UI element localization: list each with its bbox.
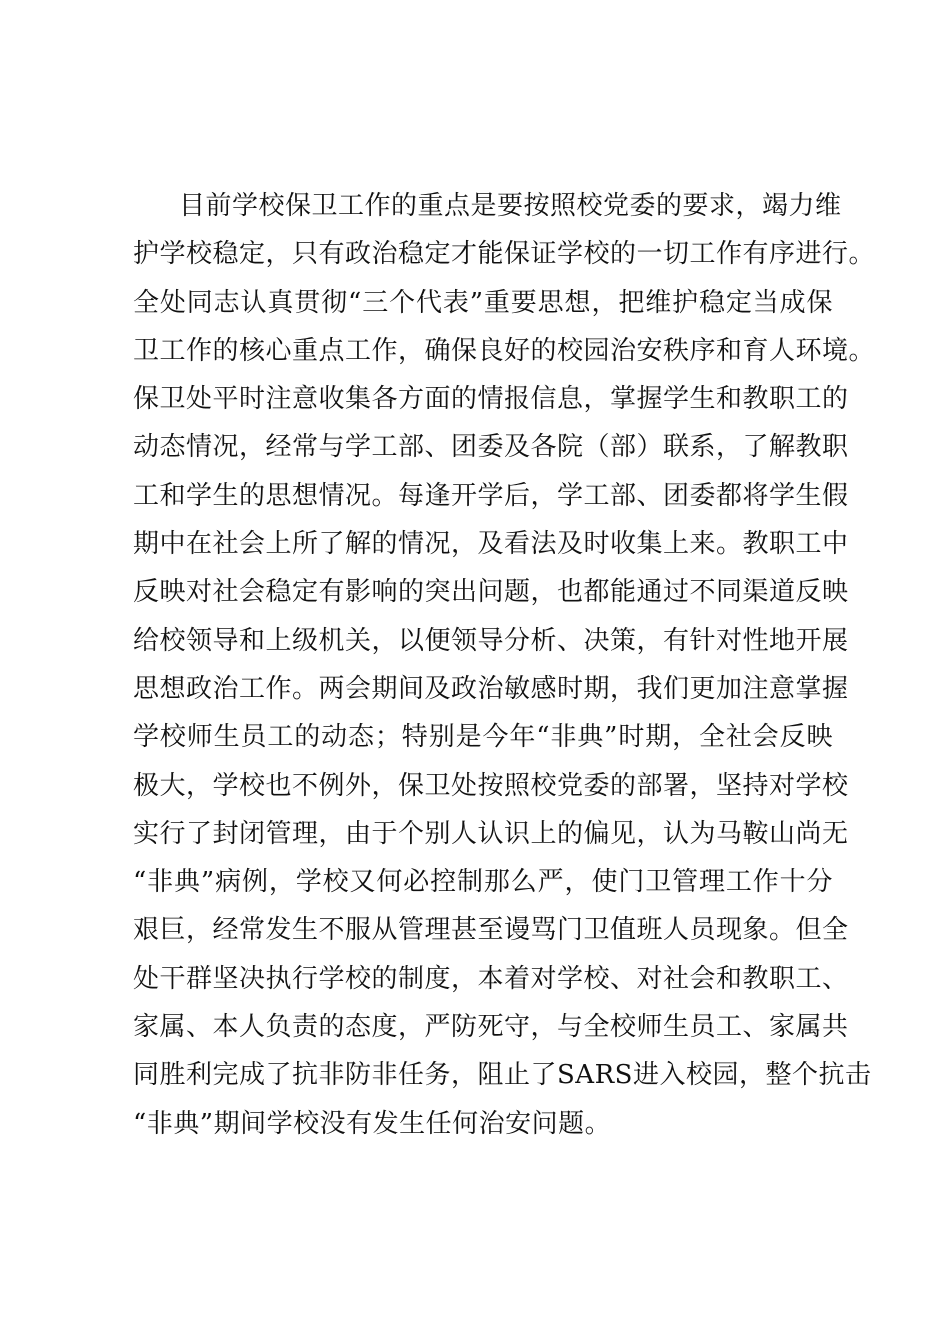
paragraph-line: 期中在社会上所了解的情况，及看法及时收集上来。教职工中 [133, 529, 849, 560]
paragraph-line: 动态情况，经常与学工部、团委及各院（部）联系，了解教职 [133, 432, 849, 463]
paragraph-line: 思想政治工作。两会期间及政治敏感时期，我们更加注意掌握 [133, 673, 849, 704]
paragraph-line: 卫工作的核心重点工作，确保良好的校园治安秩序和育人环境。 [133, 335, 876, 366]
paragraph-line: 给校领导和上级机关，以便领导分析、决策，有针对性地开展 [133, 625, 849, 656]
paragraph-line: 家属、本人负责的态度，严防死守，与全校师生员工、家属共 [133, 1012, 849, 1043]
paragraph-line: 反映对社会稳定有影响的突出问题，也都能通过不同渠道反映 [133, 577, 849, 608]
paragraph-line: 处干群坚决执行学校的制度，本着对学校、对社会和教职工、 [133, 963, 849, 994]
paragraph-line: 护学校稳定，只有政治稳定才能保证学校的一切工作有序进行。 [133, 239, 876, 270]
paragraph-line: 艰巨，经常发生不服从管理甚至谩骂门卫值班人员现象。但全 [133, 915, 849, 946]
paragraph-line: “非典”病例，学校又何必控制那么严，使门卫管理工作十分 [133, 867, 833, 898]
paragraph-line: 保卫处平时注意收集各方面的情报信息，掌握学生和教职工的 [133, 384, 849, 415]
paragraph-line: 工和学生的思想情况。每逢开学后，学工部、团委都将学生假 [133, 480, 849, 511]
paragraph-line: 目前学校保卫工作的重点是要按照校党委的要求，竭力维 [179, 191, 842, 221]
paragraph-line: “非典”期间学校没有发生任何治安问题。 [133, 1108, 612, 1139]
paragraph-line: 同胜利完成了抗非防非任务，阻止了SARS进入校园，整个抗击 [133, 1060, 872, 1091]
paragraph-line: 全处同志认真贯彻“三个代表”重要思想，把维护稳定当成保 [133, 287, 833, 318]
paragraph-line: 学校师生员工的动态；特别是今年“非典”时期，全社会反映 [133, 722, 833, 753]
body-paragraph [133, 182, 876, 1148]
paragraph-line: 实行了封闭管理，由于个别人认识上的偏见，认为马鞍山尚无 [133, 818, 849, 849]
paragraph-line: 极大，学校也不例外，保卫处按照校党委的部署，坚持对学校 [133, 770, 849, 801]
